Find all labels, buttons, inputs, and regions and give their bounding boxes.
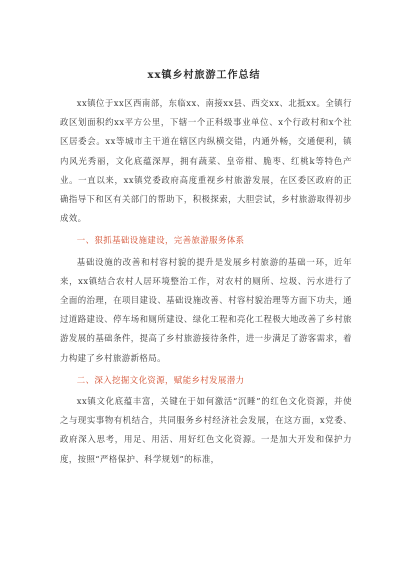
document-body: [60, 94, 352, 469]
section-heading-2: 二、深入挖掘文化资源，赋能乡村发展潜力: [76, 374, 245, 385]
document-title: xx镇乡村旅游工作总结: [147, 70, 261, 81]
intro-paragraph: xx镇位于xx区西南部，东临xx、南接xx县、西交xx、北抵xx。全镇行政区划面积约xx平方公里，下辖一个正科级事业单位、x个行政村和x个社区居委会。xx等城市主干道在辖区内纵横交错，内通外畅，交通便利，镇内风光秀丽，文化底蕴深厚，拥有蔬菜、皇帝柑、脆枣、红桃k等特色产业。一直以来，xx镇党委政府高度重视乡村旅游发展，在区委区政府的正确指导下和区有关部门的帮助下，积极探索，大胆尝试，乡村旅游取得初步成效。: [60, 98, 352, 224]
section-2-paragraph: xx镇文化底蕴丰富，关键在于如何激活“沉睡”的红色文化资源，并使之与现实事物有机结合，共同服务乡村经济社会发展，在这方面，x党委、政府深入思考，用足、用活、用好红色文化资源。一是加大开发和保护力度，按照“严格保护、科学规划”的标准，: [60, 396, 352, 464]
section-1-paragraph: 基础设施的改善和村容村貌的提升是发展乡村旅游的基础一环，近年来，xx镇结合农村人居环境整治工作，对农村的厕所、垃圾、污水进行了全面的治理，在项目建设、基础设施改善、村容村貌治理等方面下功夫，通过道路建设、停车场和厕所建设、绿化工程和亮化工程极大地改善了乡村旅游发展的基础条件，提高了乡村旅游接待条件，进一步满足了游客需求，着力构建了乡村旅游新格局。: [60, 256, 352, 363]
section-heading-1: 一、狠抓基础设施建设，完善旅游服务体系: [76, 235, 245, 246]
